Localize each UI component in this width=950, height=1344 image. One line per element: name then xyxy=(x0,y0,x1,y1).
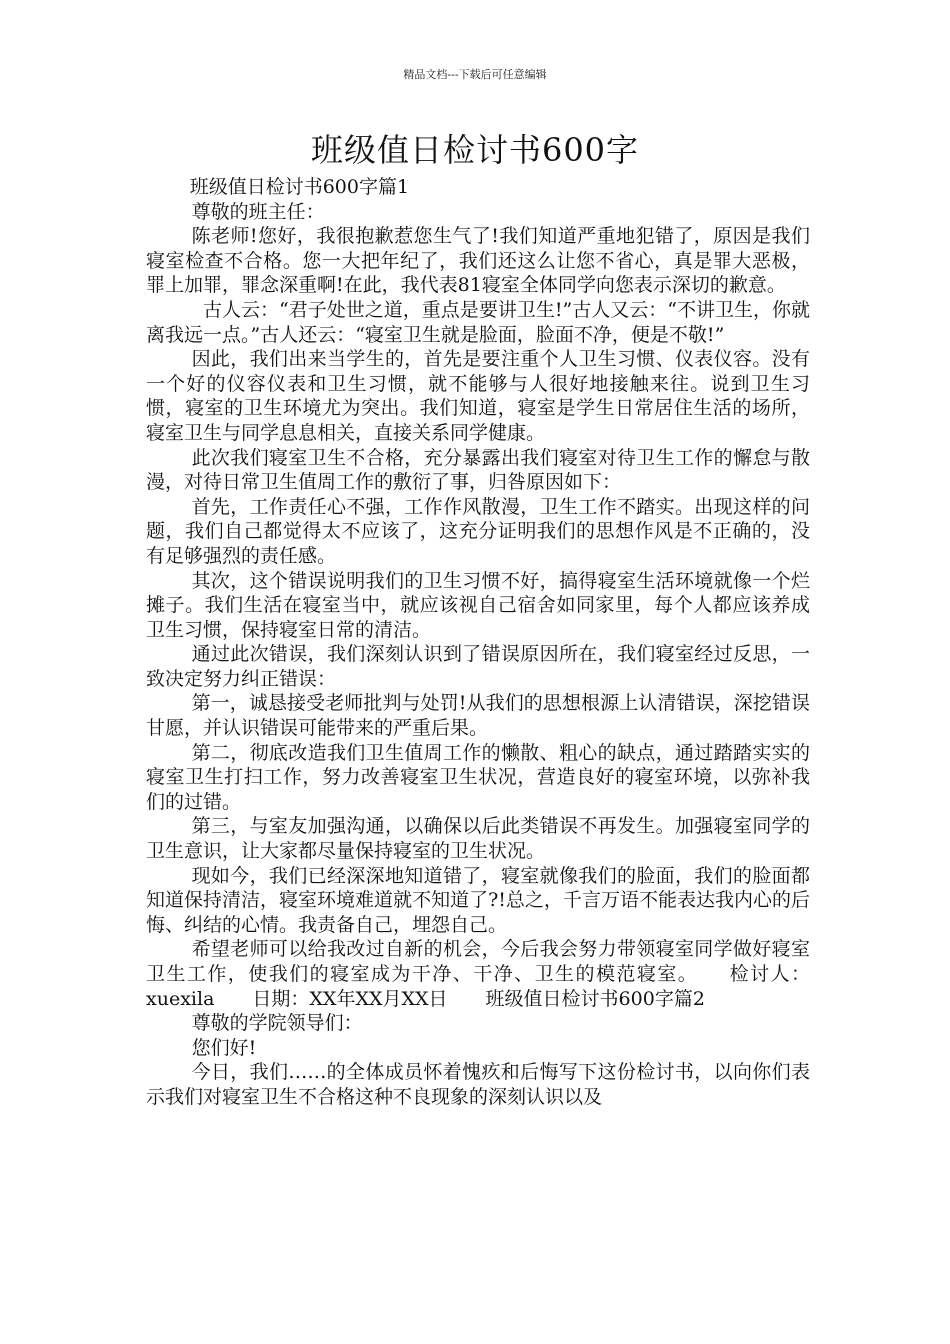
document-body xyxy=(146,175,810,1110)
greeting: 您们好! xyxy=(191,1036,257,1059)
paragraph: 首先，工作责任心不强，工作作风散漫，卫生工作不踏实。出现这样的问题，我们自己都觉得太不应该了，这充分证明我们的思想作风是不正确的，没有足够强烈的责任感。 xyxy=(146,495,810,567)
salutation: 尊敬的学院领导们： xyxy=(191,1012,363,1035)
paragraph: 陈老师!您好，我很抱歉惹您生气了!我们知道严重地犯错了，原因是我们寝室检查不合格。您一大把年纪了，我们还这么让您不省心，真是罪大恶极，罪上加罪，罪念深重啊!在此，我代表81寝室全体同学向您表示深切的歉意。 xyxy=(146,225,810,297)
paragraph: 现如今，我们已经深深地知道错了，寝室就像我们的脸面，我们的脸面都知道保持清洁，寝室环境难道就不知道了?!总之，千言万语不能表达我内心的后悔、纠结的心情。我责备自己，埋怨自己。 xyxy=(146,864,810,936)
paragraph: 第二，彻底改造我们卫生值周工作的懒散、粗心的缺点，通过踏踏实实的寝室卫生打扫工作，努力改善寝室卫生状况，营造良好的寝室环境，以弥补我们的过错。 xyxy=(146,741,810,813)
paragraph: 因此，我们出来当学生的，首先是要注重个人卫生习惯、仪表仪容。没有一个好的仪容仪表和卫生习惯，就不能够与人很好地接触来往。说到卫生习惯，寝室的卫生环境尤为突出。我们知道，寝室是学生日常居住生活的场所，寝室卫生与同学息息相关，直接关系同学健康。 xyxy=(146,348,810,444)
paragraph: 此次我们寝室卫生不合格，充分暴露出我们寝室对待卫生工作的懈怠与散漫，对待日常卫生值周工作的敷衍了事，归咎原因如下： xyxy=(146,446,810,494)
paragraph: 古人云：“君子处世之道，重点是要讲卫生!”古人又云：“不讲卫生，你就离我远一点。”古人还云：“寝室卫生就是脸面，脸面不净，便是不敬!” xyxy=(146,298,810,346)
section-heading: 班级值日检讨书600字篇1 xyxy=(189,176,410,198)
paragraph: 通过此次错误，我们深刻认识到了错误原因所在，我们寝室经过反思，一致决定努力纠正错误： xyxy=(146,643,810,690)
document-title: 班级值日检讨书600字 xyxy=(310,131,640,169)
paragraph: 希望老师可以给我改过自新的机会，今后我会努力带领寝室同学做好寝室卫生工作，使我们的寝室成为干净、干净、卫生的模范寝室。 检讨人：xuexila 日期：XX年XX月XX日 班级值日检讨书600字篇2 xyxy=(146,938,810,1010)
paragraph: 第一，诚恳接受老师批判与处罚!从我们的思想根源上认清错误，深挖错误甘愿，并认识错误可能带来的严重后果。 xyxy=(146,692,810,740)
paragraph: 其次，这个错误说明我们的卫生习惯不好，搞得寝室生活环境就像一个烂摊子。我们生活在寝室当中，就应该视自己宿舍如同家里，每个人都应该养成卫生习惯，保持寝室日常的清洁。 xyxy=(146,569,810,641)
salutation: 尊敬的班主任： xyxy=(191,200,325,223)
paragraph: 第三，与室友加强沟通，以确保以后此类错误不再发生。加强寝室同学的卫生意识，让大家都尽量保持寝室的卫生状况。 xyxy=(146,815,810,863)
page-header: 精品文档---下载后可任意编辑 xyxy=(403,68,547,81)
paragraph: 今日，我们……的全体成员怀着愧疚和后悔写下这份检讨书，以向你们表示我们对寝室卫生不合格这种不良现象的深刻认识以及 xyxy=(146,1061,810,1108)
